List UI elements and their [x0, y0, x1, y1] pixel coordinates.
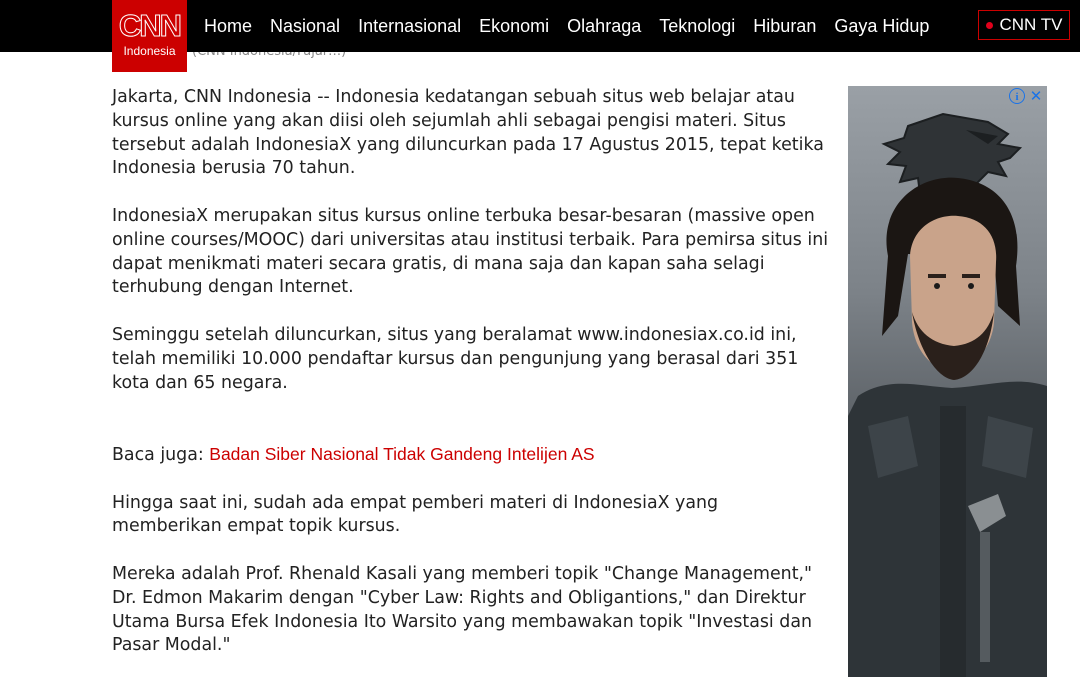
nav-item-nasional[interactable]: Nasional [270, 15, 341, 36]
article-paragraph: IndonesiaX merupakan situs kursus online terbuka besar-besaran (massive open online courses/MOOC) dari universitas atau institusi terbaik. Para pemirsa situs ini dapat menikmati materi secara gratis, di mana saja dan kapan saha selagi terhubung dengan Internet. [112, 205, 829, 298]
nav-item-internasional[interactable]: Internasional [358, 15, 462, 36]
related-article [112, 443, 832, 468]
related-article-link[interactable]: Badan Siber Nasional Tidak Gandeng Intelijen AS [209, 443, 595, 464]
actor-portrait-image [848, 86, 1047, 677]
nav-item-hiburan[interactable]: Hiburan [753, 15, 817, 36]
article-paragraph: Jakarta, CNN Indonesia -- Indonesia kedatangan sebuah situs web belajar atau kursus online yang akan diisi oleh sejumlah ahli sebagai pengisi materi. Situs tersebut adalah IndonesiaX yang diluncurkan pada 17 Agustus 2015, tepat ketika Indonesia berusia 70 tahun. [112, 87, 824, 179]
ad-close-icon[interactable]: ✕ [1029, 87, 1043, 105]
logo-mark: CNN [118, 8, 181, 43]
cnn-tv-button[interactable] [978, 10, 1070, 40]
article-paragraph: Hingga saat ini, sudah ada empat pemberi materi di IndonesiaX yang memberikan empat topik kursus. [112, 492, 719, 537]
live-dot-icon [986, 22, 993, 29]
ad-info-icon[interactable]: i [1009, 88, 1025, 104]
nav-item-gaya-hidup[interactable]: Gaya Hidup [834, 15, 930, 36]
cnn-tv-label: CNN TV [999, 15, 1063, 34]
related-prefix: Baca juga: [112, 444, 210, 465]
article-body [112, 86, 832, 682]
nav-item-teknologi[interactable]: Teknologi [659, 15, 736, 36]
article-paragraph: Mereka adalah Prof. Rhenald Kasali yang memberi topik "Change Management," Dr. Edmon Makarim dengan "Cyber Law: Rights and Obligantions," dan Direktur Utama Bursa Efek Indonesia Ito Warsito yang membawakan topik "Investasi dan Pasar Modal." [112, 563, 813, 656]
nav-item-home[interactable]: Home [204, 15, 253, 36]
advertisement-banner[interactable] [848, 86, 1047, 677]
main-nav [204, 0, 947, 52]
logo-subtitle: Indonesia [123, 44, 176, 58]
nav-item-olahraga[interactable]: Olahraga [567, 15, 642, 36]
cnn-indonesia-logo[interactable] [112, 0, 187, 72]
article-paragraph: Seminggu setelah diluncurkan, situs yang beralamat www.indonesiax.co.id ini, telah memiliki 10.000 pendaftar kursus dan pengunjung yang berasal dari 351 kota dan 65 negara. [112, 324, 799, 393]
nav-item-ekonomi[interactable]: Ekonomi [479, 15, 550, 36]
